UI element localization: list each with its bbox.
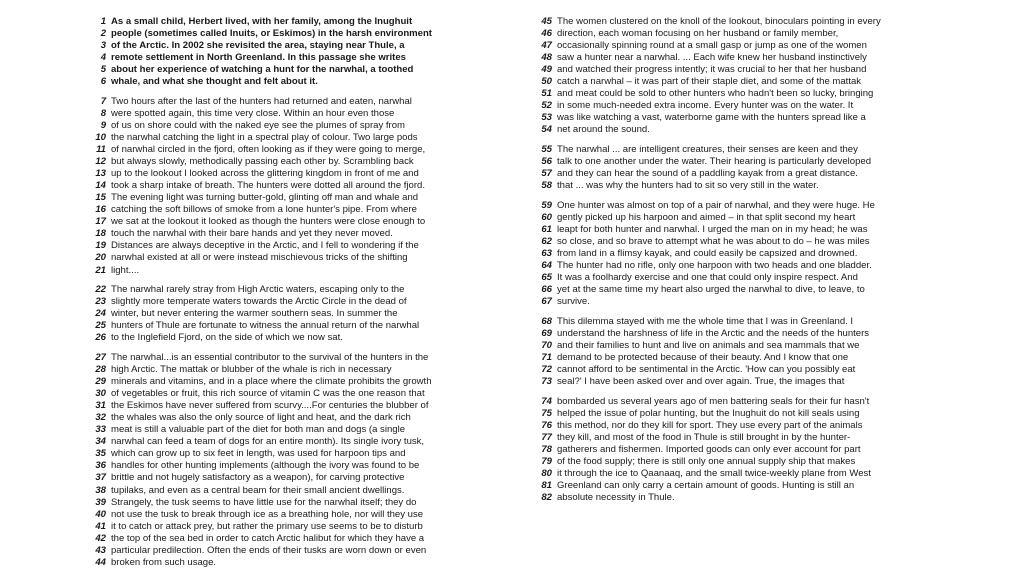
line-text: catch a narwhal – it was part of their staple diet, and some of the mattak xyxy=(557,76,862,88)
paragraph xyxy=(541,395,928,504)
line-number: 19 xyxy=(95,240,106,252)
line-number: 7 xyxy=(100,95,106,107)
line-text: leapt for both hunter and narwhal. I urged the man on in my head; he was xyxy=(557,223,868,235)
line-text: It was a foolhardy exercise and one that could only inspire respect. And xyxy=(557,272,858,284)
line-number: 67 xyxy=(541,296,552,308)
text-line xyxy=(541,156,928,168)
line-number: 3 xyxy=(100,40,106,52)
text-line xyxy=(95,460,470,472)
right-column xyxy=(541,16,928,512)
line-text: of narwhal circled in the fjord, often looking as if they were going to merge, xyxy=(111,144,426,156)
text-line xyxy=(541,339,928,352)
line-text: and watched their progress intently; it was crucial to her that her husband xyxy=(557,64,867,76)
line-text: from land in a flimsy kayak, and could easily be capsized and drowned. xyxy=(557,248,858,260)
text-line xyxy=(95,364,470,376)
line-text: handles for other hunting implements (although the ivory was found to be xyxy=(111,460,420,472)
text-line xyxy=(100,28,470,40)
line-number: 75 xyxy=(541,407,552,419)
text-line xyxy=(541,492,928,504)
line-text: tupilaks, and even as a central beam for their small ancient dwellings. xyxy=(111,484,405,496)
line-number: 9 xyxy=(100,119,106,131)
text-line xyxy=(541,407,928,420)
line-number: 69 xyxy=(541,327,552,339)
line-text: understand the harshness of life in the Arctic and the needs of the hunters xyxy=(557,327,870,339)
line-text: direction, each woman focusing on her husband or family member, xyxy=(557,28,839,40)
line-text: whale, and what she thought and felt about it. xyxy=(111,76,318,88)
line-text: remote settlement in North Greenland. In this passage she writes xyxy=(111,52,406,64)
line-text: One hunter was almost on top of a pair of narwhal, and they were huge. He xyxy=(557,199,875,211)
text-line xyxy=(95,308,470,320)
line-number: 18 xyxy=(95,228,106,240)
text-line xyxy=(100,107,470,120)
text-line xyxy=(95,296,470,308)
line-number: 45 xyxy=(541,16,552,27)
text-line xyxy=(95,544,470,557)
line-text: but always slowly, methodically passing each other by. Scrambling back xyxy=(111,156,414,168)
line-number: 48 xyxy=(541,52,552,64)
text-line xyxy=(100,40,470,52)
line-text: light.... xyxy=(111,264,140,276)
text-line xyxy=(541,376,928,388)
line-number: 42 xyxy=(95,532,106,544)
text-line xyxy=(541,272,928,284)
text-line xyxy=(95,424,470,436)
line-number: 5 xyxy=(100,64,106,76)
line-number: 23 xyxy=(95,296,106,308)
line-number: 82 xyxy=(541,492,552,504)
text-line xyxy=(95,240,470,252)
text-line xyxy=(95,532,470,545)
line-text: of the Arctic. In 2002 she revisited the area, staying near Thule, a xyxy=(111,40,405,52)
text-line xyxy=(541,364,928,376)
text-line xyxy=(95,180,470,192)
text-line xyxy=(100,95,470,108)
line-number: 70 xyxy=(541,339,552,351)
line-number: 56 xyxy=(541,156,552,168)
line-text: touch the narwhal with their bare hands and yet they never moved. xyxy=(111,228,393,240)
line-number: 12 xyxy=(95,156,106,168)
line-number: 13 xyxy=(95,168,106,180)
line-text: to the Inglefield Fjord, on the side of which we now sat. xyxy=(111,332,343,344)
line-text: the top of the sea bed in order to catch Arctic halibut for which they have a xyxy=(111,532,425,544)
line-text: in some much-needed extra income. Every hunter was on the water. It xyxy=(557,100,854,112)
line-text: slightly more temperate waters towards the Arctic Circle in the dead of xyxy=(111,296,407,308)
intro-paragraph xyxy=(100,16,470,88)
line-text: winter, but never entering the warmer southern seas. In summer the xyxy=(111,308,398,320)
line-text: seal?' I have been asked over and over again. True, the images that xyxy=(557,376,845,388)
line-text: people (sometimes called Inuits, or Eskimos) in the harsh environment xyxy=(111,28,432,40)
text-line xyxy=(541,199,928,212)
line-number: 40 xyxy=(95,508,106,520)
text-line xyxy=(95,448,470,460)
left-column xyxy=(95,16,470,576)
line-number: 38 xyxy=(95,484,106,496)
line-number: 79 xyxy=(541,455,552,467)
text-line xyxy=(541,124,928,136)
line-number: 20 xyxy=(95,252,106,264)
line-number: 81 xyxy=(541,480,552,492)
text-line xyxy=(541,296,928,308)
line-text: of the food supply; there is still only one annual supply ship that makes xyxy=(557,455,856,467)
text-line xyxy=(100,76,470,88)
text-line xyxy=(95,252,470,264)
line-number: 29 xyxy=(95,376,106,388)
line-number: 2 xyxy=(100,28,106,40)
line-text: This dilemma stayed with me the whole time that I was in Greenland. I xyxy=(557,315,854,327)
line-number: 71 xyxy=(541,352,552,363)
line-number: 31 xyxy=(95,400,106,412)
line-number: 14 xyxy=(95,180,106,192)
line-text: and meat could be sold to other hunters who hadn't been so lucky, bringing xyxy=(557,88,874,100)
line-number: 73 xyxy=(541,376,552,388)
line-number: 30 xyxy=(95,388,106,400)
line-text: yet at the same time my heart also urged the narwhal to dive, to leave, to xyxy=(557,284,865,296)
line-text: Strangely, the tusk seems to have little use for the narwhal itself; they do xyxy=(111,496,417,508)
line-text: occasionally spinning round at a small gasp or jump as one of the women xyxy=(557,40,867,52)
text-line xyxy=(95,216,470,228)
line-number: 17 xyxy=(95,216,106,228)
text-line xyxy=(541,419,928,432)
line-number: 43 xyxy=(95,544,106,556)
text-line xyxy=(95,352,470,364)
line-text: helped the issue of polar hunting, but the Inughuit do not kill seals using xyxy=(557,407,860,419)
line-number: 47 xyxy=(541,40,552,52)
text-line xyxy=(541,64,928,76)
line-number: 16 xyxy=(95,204,106,216)
line-number: 41 xyxy=(95,520,106,532)
line-number: 68 xyxy=(541,315,552,327)
line-number: 80 xyxy=(541,468,552,480)
text-line xyxy=(96,144,470,156)
text-line xyxy=(541,468,928,480)
text-line xyxy=(541,52,928,64)
text-line xyxy=(95,472,470,484)
line-text: Distances are always deceptive in the Arctic, and I fell to wondering if the xyxy=(111,240,419,252)
text-line xyxy=(541,144,928,156)
line-number: 65 xyxy=(541,272,552,284)
paragraph xyxy=(95,95,470,277)
line-number: 4 xyxy=(100,52,106,64)
text-line xyxy=(95,520,470,533)
paragraph xyxy=(541,199,928,308)
line-text: The women clustered on the knoll of the lookout, binoculars pointing in every xyxy=(557,16,881,27)
line-text: absolute necessity in Thule. xyxy=(557,492,675,504)
line-text: demand to be protected because of their beauty. And I know that one xyxy=(557,352,849,363)
line-text: were spotted again, this time very close. Within an hour even those xyxy=(111,107,395,119)
line-number: 77 xyxy=(541,431,552,443)
line-number: 59 xyxy=(541,199,552,211)
text-line xyxy=(541,455,928,468)
text-line xyxy=(541,395,928,408)
text-line xyxy=(541,480,928,492)
line-number: 44 xyxy=(95,556,106,568)
line-number: 25 xyxy=(95,320,106,332)
text-line xyxy=(541,76,928,88)
text-line xyxy=(95,264,470,277)
line-text: narwhal existed at all or were instead mischievous tricks of the shifting xyxy=(111,252,408,264)
line-number: 21 xyxy=(95,264,106,276)
line-number: 15 xyxy=(95,192,106,204)
text-line xyxy=(100,119,470,132)
line-number: 54 xyxy=(541,124,552,136)
line-text: broken from such usage. xyxy=(111,556,217,568)
line-text: this method, nor do they kill for sport. They use every part of the animals xyxy=(557,419,863,431)
paragraph xyxy=(541,16,928,136)
text-line xyxy=(100,64,470,76)
text-line xyxy=(95,192,470,204)
text-line xyxy=(541,16,928,28)
text-line xyxy=(541,315,928,328)
line-text: narwhal can feed a team of dogs for an entire month). Its single ivory tusk, xyxy=(111,436,425,448)
text-line xyxy=(541,100,928,112)
paragraph xyxy=(541,315,928,388)
text-line xyxy=(541,235,928,248)
line-number: 76 xyxy=(541,419,552,431)
text-line xyxy=(541,443,928,456)
paragraph xyxy=(95,284,470,344)
text-line xyxy=(100,52,470,64)
text-line xyxy=(541,211,928,224)
line-text: about her experience of watching a hunt for the narwhal, a toothed xyxy=(111,64,414,76)
line-text: it to catch or attack prey, but rather the primary use seems to be to disturb xyxy=(111,520,423,532)
text-line xyxy=(541,431,928,444)
line-number: 52 xyxy=(541,100,552,112)
text-line xyxy=(541,28,928,40)
text-line xyxy=(541,40,928,52)
text-line xyxy=(95,496,470,509)
line-text: cannot afford to be sentimental in the Arctic. 'How can you possibly eat xyxy=(557,364,856,376)
text-line xyxy=(541,248,928,260)
text-line xyxy=(100,16,470,28)
line-number: 11 xyxy=(96,144,106,156)
line-text: gatherers and fishermen. Imported goods can only ever account for part xyxy=(557,443,861,455)
line-text: it through the ice to Qaanaaq, and the small twice-weekly plane from West xyxy=(557,468,871,480)
line-text: they kill, and most of the food in Thule is still brought in by the hunter- xyxy=(557,431,851,443)
text-line xyxy=(95,228,470,240)
text-line xyxy=(541,327,928,340)
line-number: 37 xyxy=(95,472,106,484)
line-number: 34 xyxy=(95,436,106,448)
line-text: not use the tusk to break through ice as a breathing hole, nor will they use xyxy=(111,508,424,520)
text-line xyxy=(95,376,470,388)
text-line xyxy=(541,112,928,124)
text-line xyxy=(541,180,928,192)
line-text: was like watching a vast, waterborne game with the hunters spread like a xyxy=(557,112,866,124)
line-text: we sat at the lookout it looked as though the hunters were close enough to xyxy=(111,216,426,228)
line-text: net around the sound. xyxy=(557,124,650,136)
line-number: 60 xyxy=(541,211,552,223)
line-number: 39 xyxy=(95,496,106,508)
line-number: 26 xyxy=(95,332,106,344)
line-number: 66 xyxy=(541,284,552,296)
text-line xyxy=(95,388,470,400)
line-number: 35 xyxy=(95,448,106,460)
line-text: The narwhal...is an essential contributor to the survival of the hunters in the xyxy=(111,352,429,363)
line-text: survive. xyxy=(557,296,590,308)
line-text: took a sharp intake of breath. The hunters were dotted all around the fjord. xyxy=(111,180,426,192)
line-number: 74 xyxy=(541,395,552,407)
text-line xyxy=(95,400,470,412)
line-number: 22 xyxy=(95,284,106,296)
line-text: minerals and vitamins, and in a place where the climate prohibits the growth xyxy=(111,376,432,388)
line-text: The hunter had no rifle, only one harpoon with two heads and one bladder. xyxy=(557,260,872,272)
line-text: Greenland can only carry a certain amount of goods. Hunting is still an xyxy=(557,480,855,492)
text-line xyxy=(95,412,470,424)
line-number: 61 xyxy=(541,223,552,235)
line-number: 55 xyxy=(541,144,552,156)
line-text: catching the soft billows of smoke from a lone hunter's pipe. From where xyxy=(111,204,417,216)
line-text: particular predilection. Often the ends of their tusks are worn down or even xyxy=(111,544,427,556)
text-line xyxy=(541,260,928,272)
line-text: of us on shore could with the naked eye see the plumes of spray from xyxy=(111,119,405,131)
line-number: 24 xyxy=(95,308,106,320)
line-text: As a small child, Herbert lived, with her family, among the Inughuit xyxy=(111,16,413,27)
line-text: saw a hunter near a narwhal. ... Each wife knew her husband instinctively xyxy=(557,52,867,64)
line-number: 32 xyxy=(95,412,106,424)
text-line xyxy=(95,284,470,296)
text-line xyxy=(95,156,470,168)
line-number: 53 xyxy=(541,112,552,124)
line-number: 1 xyxy=(100,16,106,27)
line-text: up to the lookout I looked across the glittering kingdom in front of me and xyxy=(111,168,419,180)
line-text: bombarded us several years ago of men battering seals for their fur hasn't xyxy=(557,395,870,407)
text-line xyxy=(95,436,470,448)
line-text: gently picked up his harpoon and aimed – in that split second my heart xyxy=(557,211,856,223)
line-number: 6 xyxy=(100,76,106,88)
text-line xyxy=(541,284,928,296)
line-number: 58 xyxy=(541,180,552,192)
line-text: the whales was also the only source of light and heat, and the dark rich xyxy=(111,412,411,424)
line-number: 8 xyxy=(100,107,106,119)
text-line xyxy=(95,204,470,216)
text-line xyxy=(95,484,470,497)
line-text: of vegetables or fruit, this rich source of vitamin C was the one reason that xyxy=(111,388,425,400)
line-number: 78 xyxy=(541,443,552,455)
line-text: hunters of Thule are fortunate to witness the annual return of the narwhal xyxy=(111,320,420,332)
line-text: which can grow up to six feet in length, was used for harpoon tips and xyxy=(111,448,406,460)
text-line xyxy=(541,88,928,100)
line-text: and their families to hunt and live on animals and sea mammals that we xyxy=(557,339,860,351)
line-text: The evening light was turning butter-gold, glinting off man and whale and xyxy=(111,192,419,204)
line-text: so close, and so brave to attempt what he was about to do – he was miles xyxy=(557,235,870,247)
text-line xyxy=(541,168,928,180)
line-number: 36 xyxy=(95,460,106,472)
line-number: 50 xyxy=(541,76,552,88)
text-line xyxy=(95,320,470,332)
line-number: 63 xyxy=(541,248,552,260)
text-line xyxy=(95,556,470,569)
text-line xyxy=(541,223,928,236)
text-line xyxy=(95,132,470,144)
line-number: 46 xyxy=(541,28,552,40)
paragraph xyxy=(95,352,470,569)
line-number: 10 xyxy=(95,132,106,144)
line-number: 64 xyxy=(541,260,552,272)
line-number: 62 xyxy=(541,235,552,247)
line-text: and they can hear the sound of a paddling kayak from a great distance. xyxy=(557,168,858,180)
line-text: brittle and not hugely satisfactory as a weapon), for carving protective xyxy=(111,472,405,484)
line-number: 49 xyxy=(541,64,552,76)
line-text: The narwhal ... are intelligent creatures, their senses are keen and they xyxy=(557,144,858,156)
text-line xyxy=(95,168,470,180)
text-line xyxy=(95,332,470,344)
text-line xyxy=(541,352,928,364)
text-line xyxy=(95,508,470,521)
line-number: 27 xyxy=(95,352,106,363)
line-text: The narwhal rarely stray from High Arctic waters, escaping only to the xyxy=(111,284,405,296)
line-number: 33 xyxy=(95,424,106,436)
line-text: meat is still a valuable part of the diet for both man and dogs (a single xyxy=(111,424,406,436)
line-number: 51 xyxy=(541,88,552,100)
line-text: that ... was why the hunters had to sit so very still in the water. xyxy=(557,180,819,192)
line-number: 57 xyxy=(541,168,552,180)
line-text: high Arctic. The mattak or blubber of the whale is rich in necessary xyxy=(111,364,392,376)
line-number: 28 xyxy=(95,364,106,376)
line-text: talk to one another under the water. Their hearing is particularly developed xyxy=(557,156,872,168)
line-text: the narwhal catching the light in a spectral play of colour. Two large pods xyxy=(111,132,418,144)
line-text: Two hours after the last of the hunters had returned and eaten, narwhal xyxy=(111,95,412,107)
paragraph xyxy=(541,144,928,192)
line-number: 72 xyxy=(541,364,552,376)
line-text: the Eskimos have never suffered from scurvy....For centuries the blubber of xyxy=(111,400,429,412)
